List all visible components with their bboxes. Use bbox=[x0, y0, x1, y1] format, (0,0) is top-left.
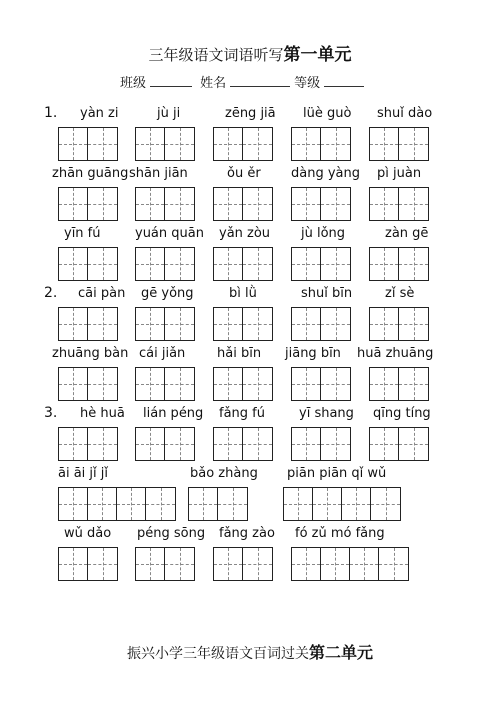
pinyin-label: fǎng fú bbox=[219, 406, 265, 421]
pinyin-label: bǎo zhàng bbox=[190, 466, 258, 481]
pinyin-label: yīn fú bbox=[64, 226, 101, 241]
footer-text: 振兴小学三年级语文百词过关 bbox=[126, 646, 309, 662]
tianzige-cell[interactable] bbox=[292, 428, 321, 460]
tianzige-cell[interactable] bbox=[88, 248, 117, 280]
tianzige-cell[interactable] bbox=[292, 368, 321, 400]
tianzige-cell[interactable] bbox=[371, 488, 400, 520]
writing-box-group[interactable] bbox=[291, 307, 351, 341]
tianzige-cell[interactable] bbox=[243, 548, 272, 580]
tianzige-cell[interactable] bbox=[284, 488, 313, 520]
writing-box-group[interactable] bbox=[369, 187, 429, 221]
pinyin-label: jù lǒng bbox=[301, 226, 346, 241]
tianzige-cell[interactable] bbox=[342, 488, 371, 520]
tianzige-cell[interactable] bbox=[214, 428, 243, 460]
tianzige-cell[interactable] bbox=[117, 488, 146, 520]
tianzige-cell[interactable] bbox=[321, 308, 350, 340]
tianzige-cell[interactable] bbox=[136, 308, 165, 340]
pinyin-label: ǒu ěr bbox=[227, 166, 261, 181]
tianzige-cell[interactable] bbox=[379, 548, 408, 580]
tianzige-cell[interactable] bbox=[136, 188, 165, 220]
tianzige-cell[interactable] bbox=[370, 428, 399, 460]
tianzige-cell[interactable] bbox=[136, 248, 165, 280]
page-title bbox=[0, 40, 500, 65]
grade-blank[interactable] bbox=[324, 74, 364, 87]
tianzige-cell[interactable] bbox=[243, 188, 272, 220]
writing-box-group[interactable] bbox=[213, 547, 273, 581]
pinyin-label: shuǐ dào bbox=[377, 106, 433, 121]
writing-box-group[interactable] bbox=[135, 427, 195, 461]
tianzige-cell[interactable] bbox=[321, 188, 350, 220]
tianzige-cell[interactable] bbox=[292, 548, 321, 580]
tianzige-cell[interactable] bbox=[59, 188, 88, 220]
writing-box-group[interactable] bbox=[291, 547, 409, 581]
tianzige-cell[interactable] bbox=[321, 128, 350, 160]
writing-box-group[interactable] bbox=[58, 487, 176, 521]
writing-box-group[interactable] bbox=[188, 487, 248, 521]
tianzige-cell[interactable] bbox=[321, 428, 350, 460]
tianzige-cell[interactable] bbox=[165, 368, 194, 400]
pinyin-label: bì lǜ bbox=[229, 286, 257, 301]
writing-box-group[interactable] bbox=[58, 307, 118, 341]
tianzige-cell[interactable] bbox=[88, 428, 117, 460]
section-number: 3. bbox=[44, 405, 58, 421]
tianzige-cell[interactable] bbox=[59, 428, 88, 460]
tianzige-cell[interactable] bbox=[214, 548, 243, 580]
pinyin-label: āi āi jǐ jǐ bbox=[58, 466, 109, 481]
pinyin-label: zàn gē bbox=[385, 226, 429, 241]
tianzige-cell[interactable] bbox=[321, 248, 350, 280]
tianzige-cell[interactable] bbox=[399, 428, 428, 460]
pinyin-label: hè huā bbox=[80, 406, 125, 421]
tianzige-cell[interactable] bbox=[59, 248, 88, 280]
tianzige-cell[interactable] bbox=[136, 428, 165, 460]
class-label: 班级 bbox=[120, 76, 147, 91]
tianzige-cell[interactable] bbox=[321, 368, 350, 400]
tianzige-cell[interactable] bbox=[189, 488, 218, 520]
student-info-line bbox=[120, 72, 368, 91]
footer-title bbox=[0, 640, 500, 663]
writing-box-group[interactable] bbox=[369, 367, 429, 401]
pinyin-label: fó zǔ mó fǎng bbox=[295, 526, 385, 541]
tianzige-cell[interactable] bbox=[59, 368, 88, 400]
writing-box-group[interactable] bbox=[291, 367, 351, 401]
tianzige-cell[interactable] bbox=[88, 188, 117, 220]
section-number: 2. bbox=[44, 285, 58, 301]
tianzige-cell[interactable] bbox=[214, 128, 243, 160]
grade-label: 等级 bbox=[294, 76, 321, 91]
tianzige-cell[interactable] bbox=[370, 188, 399, 220]
tianzige-cell[interactable] bbox=[214, 188, 243, 220]
tianzige-cell[interactable] bbox=[59, 488, 88, 520]
writing-box-group[interactable] bbox=[58, 187, 118, 221]
writing-box-group[interactable] bbox=[135, 187, 195, 221]
writing-box-group[interactable] bbox=[369, 307, 429, 341]
writing-box-group[interactable] bbox=[58, 367, 118, 401]
pinyin-label: dàng yàng bbox=[291, 166, 360, 181]
pinyin-label: wǔ dǎo bbox=[64, 526, 112, 541]
tianzige-cell[interactable] bbox=[313, 488, 342, 520]
pinyin-label: pì juàn bbox=[377, 166, 422, 181]
writing-box-group[interactable] bbox=[213, 367, 273, 401]
tianzige-cell[interactable] bbox=[350, 548, 379, 580]
tianzige-cell[interactable] bbox=[292, 308, 321, 340]
tianzige-cell[interactable] bbox=[370, 308, 399, 340]
tianzige-cell[interactable] bbox=[321, 548, 350, 580]
tianzige-cell[interactable] bbox=[292, 248, 321, 280]
tianzige-cell[interactable] bbox=[292, 128, 321, 160]
pinyin-label: yǎn zòu bbox=[219, 226, 271, 241]
tianzige-cell[interactable] bbox=[243, 308, 272, 340]
writing-box-group[interactable] bbox=[135, 127, 195, 161]
pinyin-label: hǎi bīn bbox=[217, 346, 262, 361]
pinyin-label: qīng tíng bbox=[373, 406, 431, 421]
pinyin-label: péng sōng bbox=[137, 526, 206, 541]
writing-box-group[interactable] bbox=[291, 127, 351, 161]
writing-box-group[interactable] bbox=[58, 547, 118, 581]
tianzige-cell[interactable] bbox=[399, 188, 428, 220]
tianzige-cell[interactable] bbox=[399, 308, 428, 340]
writing-box-group[interactable] bbox=[291, 427, 351, 461]
tianzige-cell[interactable] bbox=[214, 368, 243, 400]
title-text: 三年级语文词语听写 bbox=[148, 46, 284, 64]
tianzige-cell[interactable] bbox=[243, 428, 272, 460]
tianzige-cell[interactable] bbox=[370, 248, 399, 280]
tianzige-cell[interactable] bbox=[88, 488, 117, 520]
tianzige-cell[interactable] bbox=[59, 548, 88, 580]
name-blank[interactable] bbox=[230, 74, 290, 87]
writing-box-group[interactable] bbox=[135, 247, 195, 281]
section-number: 1. bbox=[44, 105, 58, 121]
tianzige-cell[interactable] bbox=[88, 128, 117, 160]
pinyin-label: zhān guāng bbox=[52, 166, 129, 181]
tianzige-cell[interactable] bbox=[214, 308, 243, 340]
tianzige-cell[interactable] bbox=[59, 128, 88, 160]
pinyin-label: zēng jiā bbox=[225, 106, 276, 121]
tianzige-cell[interactable] bbox=[214, 248, 243, 280]
pinyin-label: shuǐ bīn bbox=[301, 286, 353, 301]
writing-box-group[interactable] bbox=[135, 307, 195, 341]
writing-box-group[interactable] bbox=[213, 427, 273, 461]
writing-box-group[interactable] bbox=[283, 487, 401, 521]
title-unit: 第一单元 bbox=[283, 45, 352, 65]
tianzige-cell[interactable] bbox=[88, 308, 117, 340]
pinyin-label: lián péng bbox=[143, 406, 204, 421]
writing-box-group[interactable] bbox=[58, 127, 118, 161]
tianzige-cell[interactable] bbox=[218, 488, 247, 520]
tianzige-cell[interactable] bbox=[243, 368, 272, 400]
pinyin-label: zhuāng bàn bbox=[52, 346, 129, 361]
writing-box-group[interactable] bbox=[135, 367, 195, 401]
tianzige-cell[interactable] bbox=[165, 188, 194, 220]
writing-box-group[interactable] bbox=[369, 427, 429, 461]
pinyin-label: zǐ sè bbox=[385, 286, 415, 301]
pinyin-label: cāi pàn bbox=[78, 286, 126, 301]
writing-box-group[interactable] bbox=[213, 247, 273, 281]
pinyin-label: yī shang bbox=[299, 406, 354, 421]
pinyin-label: lüè guò bbox=[303, 106, 352, 121]
writing-box-group[interactable] bbox=[58, 247, 118, 281]
tianzige-cell[interactable] bbox=[136, 128, 165, 160]
writing-box-group[interactable] bbox=[213, 307, 273, 341]
pinyin-label: shān jiān bbox=[129, 166, 188, 181]
writing-box-group[interactable] bbox=[213, 187, 273, 221]
writing-box-group[interactable] bbox=[369, 247, 429, 281]
tianzige-cell[interactable] bbox=[88, 548, 117, 580]
pinyin-label: jiāng bīn bbox=[285, 346, 341, 361]
tianzige-cell[interactable] bbox=[136, 368, 165, 400]
tianzige-cell[interactable] bbox=[399, 128, 428, 160]
pinyin-label: piān piān qǐ wǔ bbox=[287, 466, 387, 481]
tianzige-cell[interactable] bbox=[243, 128, 272, 160]
footer-unit: 第二单元 bbox=[308, 643, 373, 662]
tianzige-cell[interactable] bbox=[165, 128, 194, 160]
writing-box-group[interactable] bbox=[213, 127, 273, 161]
tianzige-cell[interactable] bbox=[59, 308, 88, 340]
writing-box-group[interactable] bbox=[291, 187, 351, 221]
tianzige-cell[interactable] bbox=[146, 488, 175, 520]
writing-box-group[interactable] bbox=[291, 247, 351, 281]
tianzige-cell[interactable] bbox=[136, 548, 165, 580]
writing-box-group[interactable] bbox=[58, 427, 118, 461]
tianzige-cell[interactable] bbox=[292, 188, 321, 220]
pinyin-label: huā zhuāng bbox=[357, 346, 434, 361]
tianzige-cell[interactable] bbox=[370, 128, 399, 160]
tianzige-cell[interactable] bbox=[399, 368, 428, 400]
tianzige-cell[interactable] bbox=[399, 248, 428, 280]
pinyin-label: cái jiǎn bbox=[139, 346, 186, 361]
pinyin-label: jù ji bbox=[157, 106, 181, 121]
pinyin-label: gē yǒng bbox=[141, 286, 194, 301]
tianzige-cell[interactable] bbox=[370, 368, 399, 400]
pinyin-label: yàn zi bbox=[80, 106, 119, 121]
tianzige-cell[interactable] bbox=[165, 248, 194, 280]
class-blank[interactable] bbox=[150, 74, 192, 87]
tianzige-cell[interactable] bbox=[165, 428, 194, 460]
writing-box-group[interactable] bbox=[369, 127, 429, 161]
name-label: 姓名 bbox=[200, 76, 227, 91]
pinyin-label: fǎng zào bbox=[219, 526, 275, 541]
tianzige-cell[interactable] bbox=[243, 248, 272, 280]
writing-box-group[interactable] bbox=[135, 547, 195, 581]
tianzige-cell[interactable] bbox=[88, 368, 117, 400]
tianzige-cell[interactable] bbox=[165, 548, 194, 580]
pinyin-label: yuán quān bbox=[135, 226, 204, 241]
tianzige-cell[interactable] bbox=[165, 308, 194, 340]
